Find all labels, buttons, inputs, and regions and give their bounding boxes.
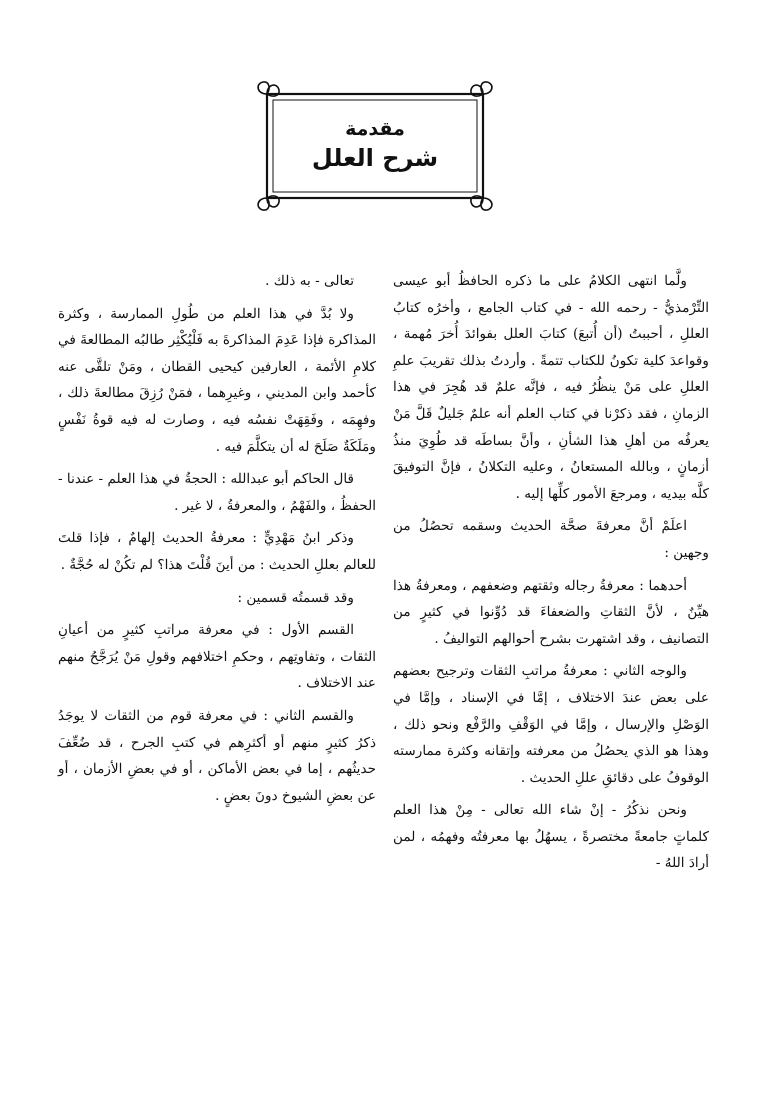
paragraph: وذكر ابنُ مَهْدِيٍّ : معرفةُ الحديث إلهامٌ ، فإذا قلتَ للعالم بعللِ الحديث : من أينَ قُلْتَ هذا؟ لم تكُنْ له حُجَّةٌ . bbox=[58, 530, 376, 573]
paragraph: تعالى - به ذلك . bbox=[265, 273, 354, 289]
paragraph: القسم الأول : في معرفة مراتبِ كثيرٍ من أعيانِ الثقات ، وتفاوتِهم ، وحكمِ اختلافهم وقولِ مَنْ يُرَجَّحُ منهم عند الاختلاف . bbox=[58, 622, 376, 692]
paragraph: اعلَمْ أنَّ معرفةَ صحَّة الحديث وسقمه تحصُلُ من وجهين : bbox=[393, 518, 709, 561]
left-column bbox=[58, 268, 376, 815]
paragraph: أحدهما : معرفةُ رجاله وثقتهم وضعفهم ، ومعرفةُ هذا هيِّنٌ ، لأنَّ الثقاتِ والضعفاءَ قد دُوِّنوا في كثيرٍ من التصانيف ، وقد اشتهرت بشرح أحوالهم التواليفُ . bbox=[393, 577, 709, 647]
right-column bbox=[393, 268, 709, 883]
header-title: مقدمة bbox=[345, 118, 405, 140]
paragraph: ولا بُدَّ في هذا العلم من طُولِ الممارسة ، وكثرة المذاكرة فإذا عَدِمَ المذاكرةَ به فَلْيُكْثِر طالبُه المطالعةَ في كلامِ الأئمة ، العارفين كيحيى القطان ، ومَنْ تلقَّى عنه كأحمد وابن المديني ، وغيرِهما ، فمَنْ رُزِقَ مطالعةَ ذلك ، وفهِمَه ، وفَقِهَتْ نفسُه فيه ، وصارت له فيه قوةُ نَفْسٍ ومَلَكَةٌ صَلَحَ له أن يتكلَّمَ فيه . bbox=[58, 305, 376, 455]
paragraph: والقسم الثاني : في معرفة قوم من الثقات لا يوجَدُ ذكرُ كثيرٍ منهم أو أكثرِهم في كتبِ الجرح ، قد ضُعِّفَ حديثُهم ، إما في بعض الأماكن ، أو في بعضِ الأزمان ، أو عن بعضِ الشيوخ دونَ بعضٍ . bbox=[58, 707, 376, 804]
paragraph: ونحن نذكُرُ - إنْ شاء الله تعالى - مِنْ هذا العلم كلماتٍ جامعةً مختصرةً ، يسهُلُ بها معرفتُه وفهمُه ، لمن أرادَ اللهُ - bbox=[393, 802, 709, 872]
paragraph: قال الحاكم أبو عبدالله : الحجةُ في هذا العلم - عندنا - الحفظُ ، والفَهْمُ ، والمعرفةُ ، لا غير . bbox=[58, 471, 376, 514]
paragraph: والوجه الثاني : معرفةُ مراتبِ الثقات وترجيح بعضهم على بعض عندَ الاختلاف ، إمَّا في الإسناد ، وإمَّا في الوَصْلِ والإرسال ، وإمَّا في الوَقْفِ والرَّفْع ونحو ذلك ، وهذا هو الذي يحصُلُ من معرفته وإتقانه وكثرة ممارسته الوقوفُ على دقائقِ عللِ الحديث . bbox=[393, 663, 709, 786]
paragraph: ولَّما انتهى الكلامُ على ما ذكره الحافظُ أبو عيسى التِّرْمذيُّ - رحمه الله - في كتاب الجامع ، وأخرُه كتابُ العللِ ، أحببتُ (أن أُتبعَ) كتابَ العلل بفوائدَ أُخرَ مُهمة ، وقواعدَ كلية تكونُ للكتاب تتمةً . وأردتُ بذلك تقريبَ علمِ العللِ على مَنْ ينظُرُ فيه ، فإنَّه علمٌ قد هُجِرَ في هذا الزمانِ ، فقد ذكرْنا في كتاب العلم أنه علمٌ جَليلٌ قَلَّ مَنْ يعرفُه من أهلِ هذا الشأنِ ، وأنَّ بساطَه قد طُوِيَ منذُ أزمانٍ ، وبالله المستعانُ ، وعليه التكلانُ ، فإنَّ التوفيقَ كلَّه بيديه ، ومرجعَ الأمور كلِّها إليه . bbox=[393, 273, 709, 502]
header-subtitle: شرح العلل bbox=[311, 144, 439, 172]
paragraph: وقد قسمتُه قسمين : bbox=[237, 589, 354, 606]
title-frame bbox=[253, 80, 497, 212]
